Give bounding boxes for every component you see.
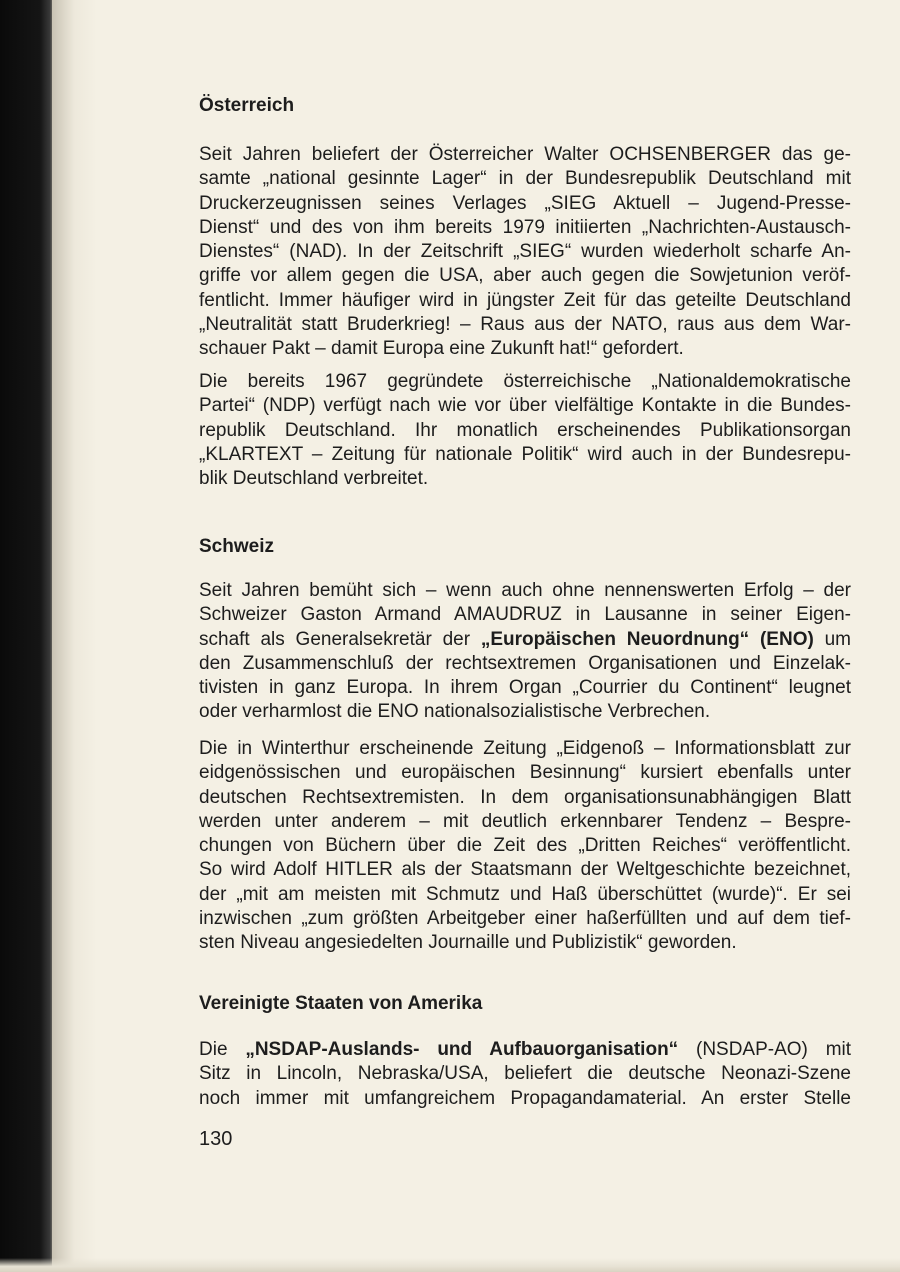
text-line: Dienst“ und des von ihm bereits 1979 initiierten „Nachrichten-Austausch- [199, 216, 851, 238]
page-gutter-shadow [52, 0, 97, 1272]
text-line-mixed [199, 628, 851, 652]
text-line: schauer Pakt – damit Europa eine Zukunft hat!“ gefordert. [199, 338, 684, 360]
book-binding-shadow [0, 0, 52, 1272]
text-line: chungen von Büchern über die Zeit des „Dritten Reiches“ veröffentlicht. [199, 835, 851, 857]
text-line: „Neutralität statt Bruderkrieg! – Raus aus der NATO, raus aus dem War- [199, 314, 851, 336]
text-line: Schweizer Gaston Armand AMAUDRUZ in Lausanne in seiner Eigen- [199, 604, 851, 626]
text-line: Sitz in Lincoln, Nebraska/USA, beliefert die deutsche Neonazi-Szene [199, 1063, 851, 1085]
text-line: noch immer mit umfangreichem Propagandamaterial. An erster Stelle [199, 1087, 851, 1109]
text-segment: Die [199, 1039, 246, 1060]
section-heading-oesterreich: Österreich [199, 95, 295, 116]
text-line: der „mit am meisten mit Schmutz und Haß überschüttet (wurde)“. Er sei [199, 883, 851, 905]
section-heading-schweiz: Schweiz [199, 536, 274, 557]
text-line: Druckerzeugnissen seines Verlages „SIEG Aktuell – Jugend-Presse- [199, 192, 851, 214]
text-line: fentlicht. Immer häufiger wird in jüngster Zeit für das geteilte Deutschland [199, 289, 851, 311]
paragraph-oesterreich-1 [199, 143, 851, 362]
text-line: sten Niveau angesiedelten Journaille und Publizistik“ geworden. [199, 932, 737, 954]
text-segment: schaft als Generalsekretär der [199, 628, 481, 650]
organization-name-eno: „Europäischen Neuordnung“ (ENO) [480, 628, 814, 650]
organization-name-nsdap-ao: „NSDAP-Auslands- und Aufbauorganisation“ [245, 1039, 679, 1060]
text-line: griffe vor allem gegen die USA, aber auch gegen die Sowjetunion veröf- [199, 265, 851, 287]
page-number: 130 [199, 1128, 233, 1150]
text-segment: um [813, 628, 851, 650]
text-line: blik Deutschland verbreitet. [199, 468, 429, 490]
paragraph-usa-1 [199, 1038, 851, 1111]
text-line: inzwischen „zum größten Arbeitgeber einer haßerfüllten und auf dem tief- [199, 908, 851, 930]
text-line: deutschen Rechtsextremisten. In dem organisationsunabhängigen Blatt [199, 786, 851, 808]
page-bottom-edge [0, 1258, 900, 1272]
text-line-mixed [199, 1038, 851, 1062]
text-line: den Zusammenschluß der rechtsextremen Organisationen und Einzelak- [199, 652, 851, 674]
text-line: Dienstes“ (NAD). In der Zeitschrift „SIEG“ wurden wiederholt scharfe An- [199, 241, 851, 263]
text-line: Seit Jahren bemüht sich – wenn auch ohne nennenswerten Erfolg – der [199, 580, 851, 601]
text-line: eidgenössischen und europäischen Besinnung“ kursiert ebenfalls unter [199, 762, 851, 784]
paragraph-schweiz-2 [199, 737, 851, 956]
section-heading-usa: Vereinigte Staaten von Amerika [199, 993, 483, 1014]
text-line: samte „national gesinnte Lager“ in der Bundesrepublik Deutschland mit [199, 168, 851, 190]
text-line: „KLARTEXT – Zeitung für nationale Politik“ wird auch in der Bundesrepu- [199, 443, 851, 465]
text-line: So wird Adolf HITLER als der Staatsmann der Weltgeschichte bezeichnet, [199, 859, 851, 881]
text-line: werden unter anderem – mit deutlich erkennbarer Tendenz – Bespre- [199, 810, 851, 832]
text-line: Die in Winterthur erscheinende Zeitung „Eidgenoß – Informationsblatt zur [199, 738, 851, 759]
text-line: republik Deutschland. Ihr monatlich erscheinendes Publikationsorgan [199, 419, 851, 441]
text-line: Seit Jahren beliefert der Österreicher Walter OCHSENBERGER das ge- [199, 144, 851, 165]
text-line: Partei“ (NDP) verfügt nach wie vor über vielfältige Kontakte in die Bundes- [199, 395, 851, 417]
text-line: oder verharmlost die ENO nationalsozialistische Verbrechen. [199, 701, 711, 723]
text-segment: (NSDAP-AO) mit [678, 1039, 852, 1060]
paragraph-schweiz-1 [199, 579, 851, 725]
text-line: tivisten in ganz Europa. In ihrem Organ „Courrier du Continent“ leugnet [199, 677, 851, 699]
paragraph-oesterreich-2 [199, 370, 851, 491]
text-line: Die bereits 1967 gegründete österreichische „Nationaldemokratische [199, 371, 851, 392]
